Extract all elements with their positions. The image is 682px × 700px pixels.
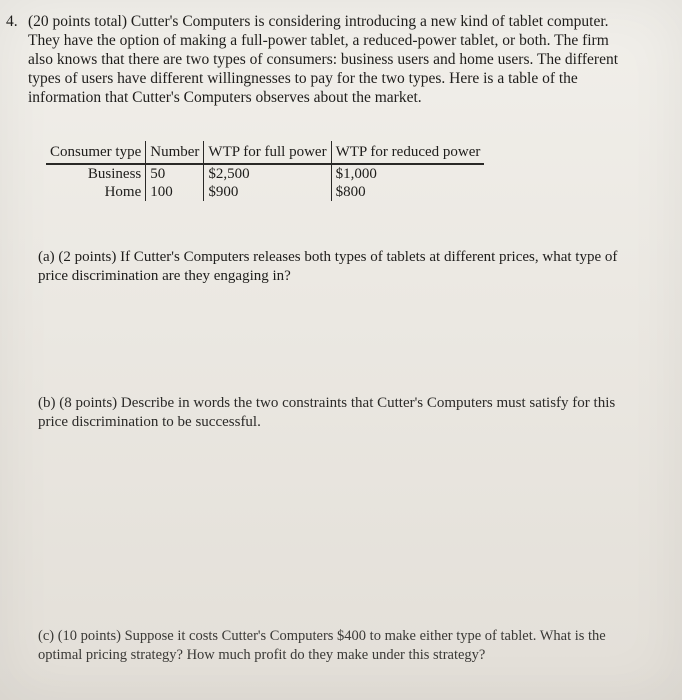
part-b-label: (b): [38, 395, 56, 411]
cell-wtp-full: $2,500: [204, 164, 331, 183]
part-a-text: (2 points) If Cutter's Computers releases both types of tablets at different prices, what type of price discrimination are they engaging in?: [38, 249, 618, 284]
cell-wtp-full: $900: [204, 183, 331, 201]
part-a-label: (a): [38, 249, 55, 265]
part-c: [38, 627, 628, 664]
cell-number: 50: [146, 164, 204, 183]
question-number: 4.: [6, 13, 18, 30]
header-wtp-reduced: WTP for reduced power: [331, 141, 484, 164]
header-consumer-type: Consumer type: [46, 141, 146, 164]
part-b-text: (8 points) Describe in words the two constraints that Cutter's Computers must satisfy for this price discrimination to be successful.: [38, 395, 616, 430]
table-row: [46, 164, 484, 183]
wtp-table-container: [46, 141, 484, 201]
cell-wtp-reduced: $1,000: [331, 164, 484, 183]
question-4: [6, 12, 630, 107]
header-number: Number: [146, 141, 204, 164]
header-wtp-full: WTP for full power: [204, 141, 331, 164]
question-intro: (20 points total) Cutter's Computers is considering introducing a new kind of tablet computer. They have the option of making a full-power tablet, a reduced-power tablet, or both. The firm also knows that there are two types of consumers: business users and home users. The different types of users have different willingnesses to pay for the two types. Here is a table of the information that Cutter's Computers observes about the market.: [28, 13, 619, 106]
cell-consumer-type: Business: [87, 166, 142, 182]
cell-consumer-type: Home: [104, 184, 142, 200]
part-a: [38, 248, 628, 286]
part-b: [38, 394, 628, 432]
cell-number: 100: [146, 183, 204, 201]
part-c-text: (10 points) Suppose it costs Cutter's Computers $400 to make either type of tablet. What is the optimal pricing strategy? How much profit do they make under this strategy?: [38, 628, 606, 663]
wtp-table: [46, 141, 484, 201]
table-header-row: [46, 141, 484, 164]
part-c-label: (c): [38, 628, 55, 644]
table-row: [46, 183, 484, 201]
cell-wtp-reduced: $800: [331, 183, 484, 201]
